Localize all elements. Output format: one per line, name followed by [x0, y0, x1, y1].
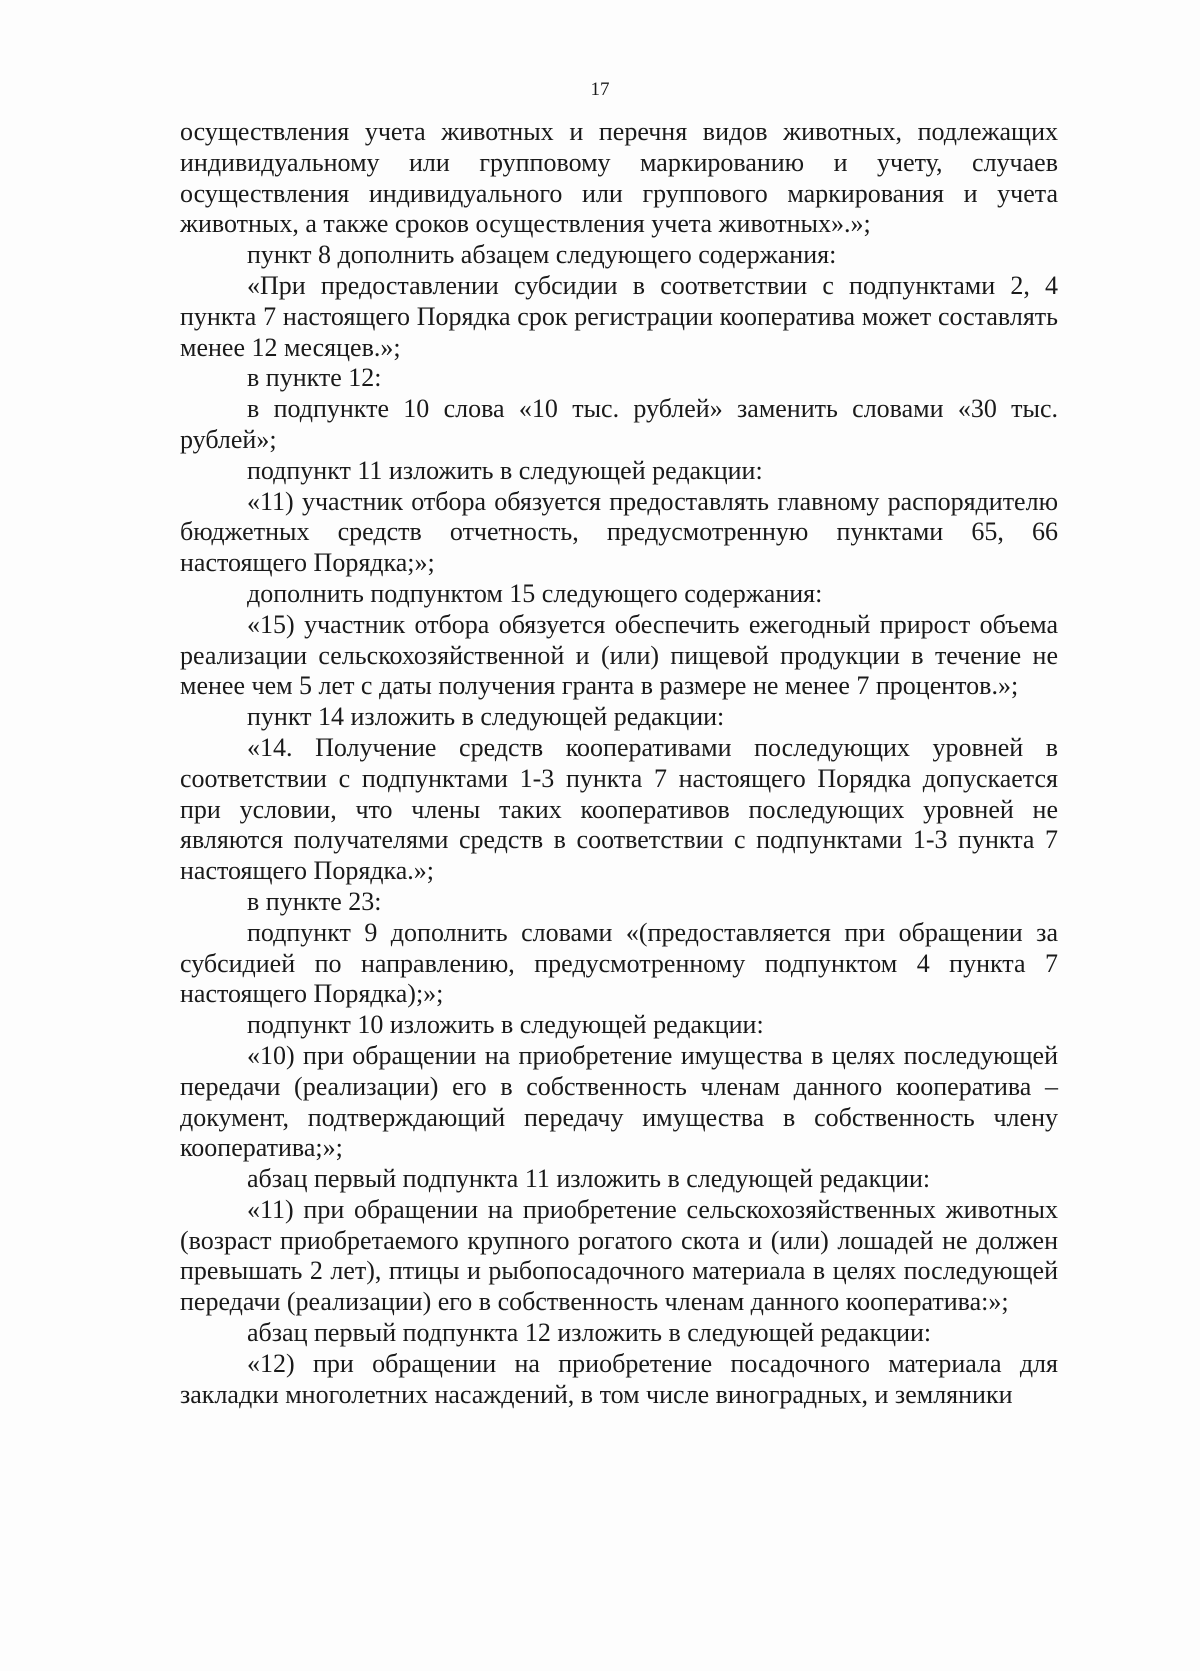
paragraph-3: «При предоставлении субсидии в соответствии с подпунктами 2, 4 пункта 7 настоящего Порядка срок регистрации кооператива может составлять менее 12 месяцев.»; [180, 270, 1058, 362]
paragraph-9: «15) участник отбора обязуется обеспечить ежегодный прирост объема реализации сельскохозяйственной и (или) пищевой продукции в течение не менее чем 5 лет с даты получения гранта в размере не менее 7 процентов.»; [180, 609, 1058, 701]
paragraph-19: «12) при обращении на приобретение посадочного материала для закладки многолетних насаждений, в том числе виноградных, и земляники [180, 1348, 1058, 1409]
paragraph-5: в подпункте 10 слова «10 тыс. рублей» заменить словами «30 тыс. рублей»; [180, 394, 1058, 454]
paragraph-12: в пункте 23: [247, 886, 382, 916]
paragraph-8: дополнить подпунктом 15 следующего содержания: [247, 578, 823, 608]
paragraph-16: абзац первый подпункта 11 изложить в следующей редакции: [247, 1164, 931, 1194]
page-number: 17 [590, 79, 610, 100]
paragraph-17: «11) при обращении на приобретение сельскохозяйственных животных (возраст приобретаемого крупного рогатого скота и (или) лошадей не должен превышать 2 лет), птицы и рыбопосадочного материала в целях последующей передачи (реализации) его в собственность членам данного кооператива:»; [180, 1194, 1058, 1317]
paragraph-14: подпункт 10 изложить в следующей редакции: [247, 1010, 764, 1040]
paragraph-11: «14. Получение средств кооперативами последующих уровней в соответствии с подпунктами 1-3 пункта 7 настоящего Порядка допускается при условии, что члены таких кооперативов последующих уровней не являются получателями средств в соответствии с подпунктами 1-3 пункта 7 настоящего Порядка.»; [180, 732, 1058, 886]
paragraph-18: абзац первый подпункта 12 изложить в следующей редакции: [247, 1318, 932, 1348]
paragraph-6: подпункт 11 изложить в следующей редакции: [247, 455, 763, 485]
paragraph-13: подпункт 9 дополнить словами «(предоставляется при обращении за субсидией по направлению, предусмотренному подпунктом 4 пункта 7 настоящего Порядка);»; [180, 917, 1058, 1009]
paragraph-7: «11) участник отбора обязуется предоставлять главному распорядителю бюджетных средств отчетность, предусмотренную пунктами 65, 66 настоящего Порядка;»; [180, 486, 1058, 578]
paragraph-4: в пункте 12: [247, 363, 382, 393]
paragraph-10: пункт 14 изложить в следующей редакции: [247, 702, 725, 732]
paragraph-2: пункт 8 дополнить абзацем следующего содержания: [247, 240, 837, 270]
document-body [180, 117, 1058, 1410]
paragraph-15: «10) при обращении на приобретение имущества в целях последующей передачи (реализации) его в собственность членам данного кооператива – документ, подтверждающий передачу имущества в собственность члену кооператива;»; [180, 1040, 1058, 1163]
paragraph-1: осуществления учета животных и перечня видов животных, подлежащих индивидуальному или групповому маркированию и учету, случаев осуществления индивидуального или группового маркирования и учета животных, а также сроков осуществления учета животных».»; [180, 117, 1058, 239]
